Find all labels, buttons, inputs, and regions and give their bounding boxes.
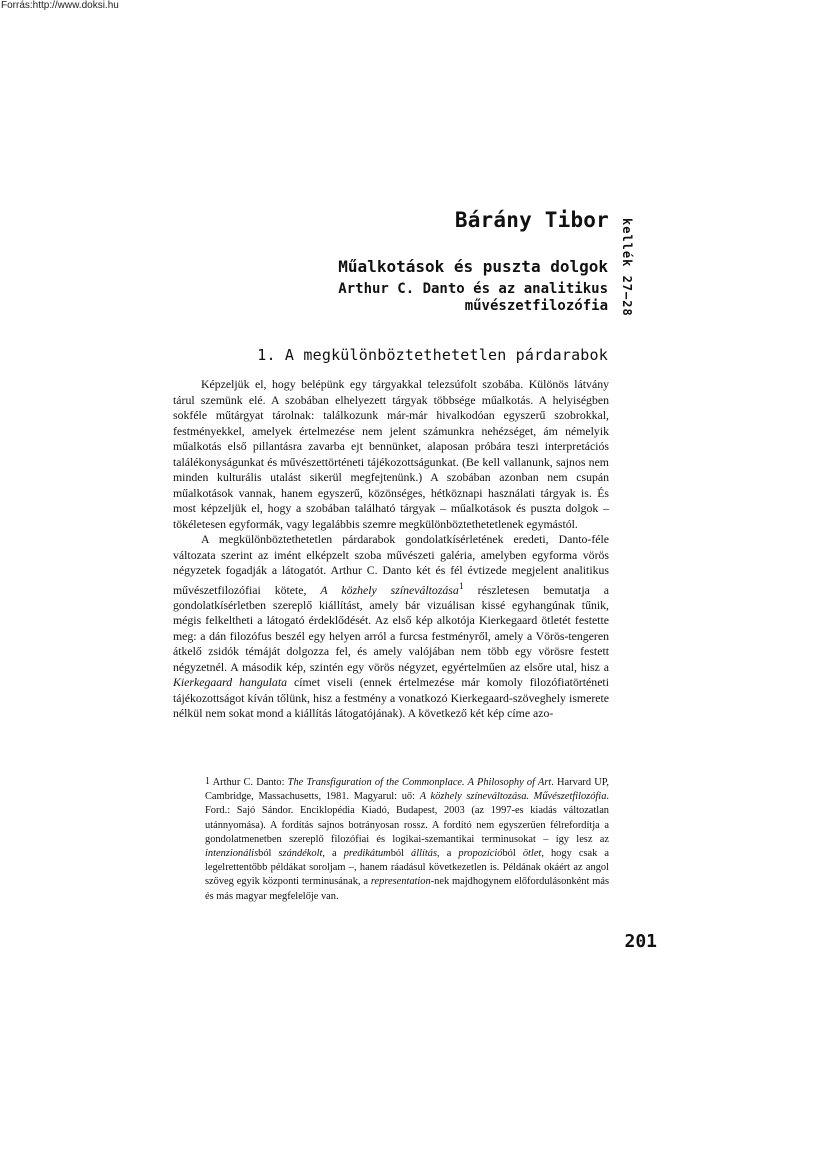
footnote-italic: A közhely színeváltozása. Művészetfilozófia (419, 791, 607, 803)
footnote-text: ból (502, 848, 523, 860)
footnote-number: 1 (205, 776, 210, 787)
author-name: Bárány Tibor (454, 208, 609, 232)
article-title: Műalkotások és puszta dolgok (338, 257, 608, 276)
footnote-italic: propozíció (458, 848, 503, 860)
footnote-italic: ötlet (522, 848, 542, 860)
book-title: A közhely színeváltozása (320, 582, 459, 597)
paragraph-2-part-b: részletesen bemutatja a gondolatkísérletben szereplő kiállítást, amely bár vizuálisan kissé egyhangúnak tűnik, mégis felkeltheti a látogató érdeklődését. Az első kép alkotója Kierkegaard ötletét festette meg: a dán filozófus beszél egy helyen arról a furcsa festményről, amely a Vörös-tengeren átkelő zsidók témáját dolgozza fel, és amely valójában nem több egy vörösre festett négyzetnél. A második kép, szintén egy vörös négyzet, egyértelműen az elsőre utal, hisz a (173, 582, 610, 674)
footnote-text: . Harvard UP, Cambridge, Massachusetts, 1981. Magyarul: uő: (205, 777, 609, 803)
footnote-text: ból (390, 848, 412, 860)
footnote-italic: representation (370, 876, 431, 888)
paragraph-2-part-a: A megkülönböztethetetlen párdarabok gondolatkísérletének eredeti, Danto-féle változata szerint az imént elképzelt szoba művészeti galéria, amelyben egyforma vörös négyzetek fogadják a látogatót. Arthur C. Danto két és fél évtizede megjelent analitikus művészetfilozófiai kötete, (173, 532, 609, 597)
article-subtitle: Arthur C. Danto és az analitikus művészetfilozófia (338, 281, 608, 314)
footnote-text: . Ford.: Sajó Sándor. Enciklopédia Kiadó, Budapest, 2003 (az 1997-es kiadás változatlan utánnyomása). A fordítás sajnos botrányosan rossz. A fordító nem egyszerűen félrefordítja a gondolatmenetben szereplő filozófiai és logikai-szemantikai terminusokat – így lesz az (205, 791, 610, 845)
footnote-text: , a (322, 848, 344, 860)
footnote-text: -nek majdhogynem előfordulásonként más és más magyar megfelelője van. (205, 876, 609, 902)
footnote-italic: intenzionális (205, 848, 259, 860)
footnote-text: Arthur C. Danto: (210, 777, 288, 788)
paragraph-2-part-c: címet viseli (ennek értelmezése már komoly filozófiatörténeti tájékozottságot kíván tőlünk, hisz a festmény a vonatkozó Kierkegaard-szöveghely ismerete nélkül nem sokat mond a kiállítás látogatójának). A következő két kép címe azo- (173, 675, 609, 721)
journal-name: kellék 27–28 (620, 218, 634, 317)
paragraph-1: Képzeljük el, hogy belépünk egy tárgyakkal telezsúfolt szobába. Különös látvány tárul szemünk elé. A szobában elhelyezett tárgyak többsége műalkotás. A helyiségben sokféle műtárgyat tárolnak: találkozunk már-már hivalkodóan egyszerű szobrokkal, festményekkel, amelyek értelmezése nem jelent számunkra nehézséget, ám némelyik műalkotás első pillantásra zavarba ejt bennünket, alaposan próbára teszi interpretációs találékonyságunkat és művészettörténeti tájékozottságunkat. (Be kell vallanunk, sajnos nem minden kulturális utalást sikerül megfejtenünk.) A szobában azonban nem csupán műalkotások vannak, hanem egyszerű, közönséges, hétköznapi használati tárgyak is. És most képzeljük el, hogy a szobában található tárgyak – műalkotások és puszta dolgok – tökéletesen egyformák, vagy legalábbis szemre megkülönböztethetetlenek egymástól. (173, 377, 609, 531)
footnote (205, 776, 609, 904)
source-label: Forrás:http://www.doksi.hu (1, 0, 119, 11)
artwork-title: Kierkegaard hangulata (173, 675, 288, 690)
footnote-reference[interactable]: 1 (458, 580, 464, 592)
paragraph-2 (173, 532, 609, 722)
footnote-italic: The Transfiguration of the Commonplace. A Philosophy of Art (287, 777, 552, 788)
footnote-text: , hogy csak a legelrettentőbb példákat soroljam –, hanem ráadásul következetlen is. Példának okáért az angol szöveg egyik központi terminusának, a (205, 848, 609, 888)
body-text (173, 377, 609, 722)
section-heading: 1. A megkülönböztethetetlen párdarabok (257, 346, 608, 364)
footnote-italic: állítás (411, 848, 438, 860)
footnote-italic: predikátum (343, 848, 391, 860)
footnote-italic: szándékolt (278, 848, 323, 860)
footnote-text: , a (437, 848, 459, 860)
page-number: 201 (624, 931, 657, 952)
footnote-text: ból (258, 848, 279, 860)
